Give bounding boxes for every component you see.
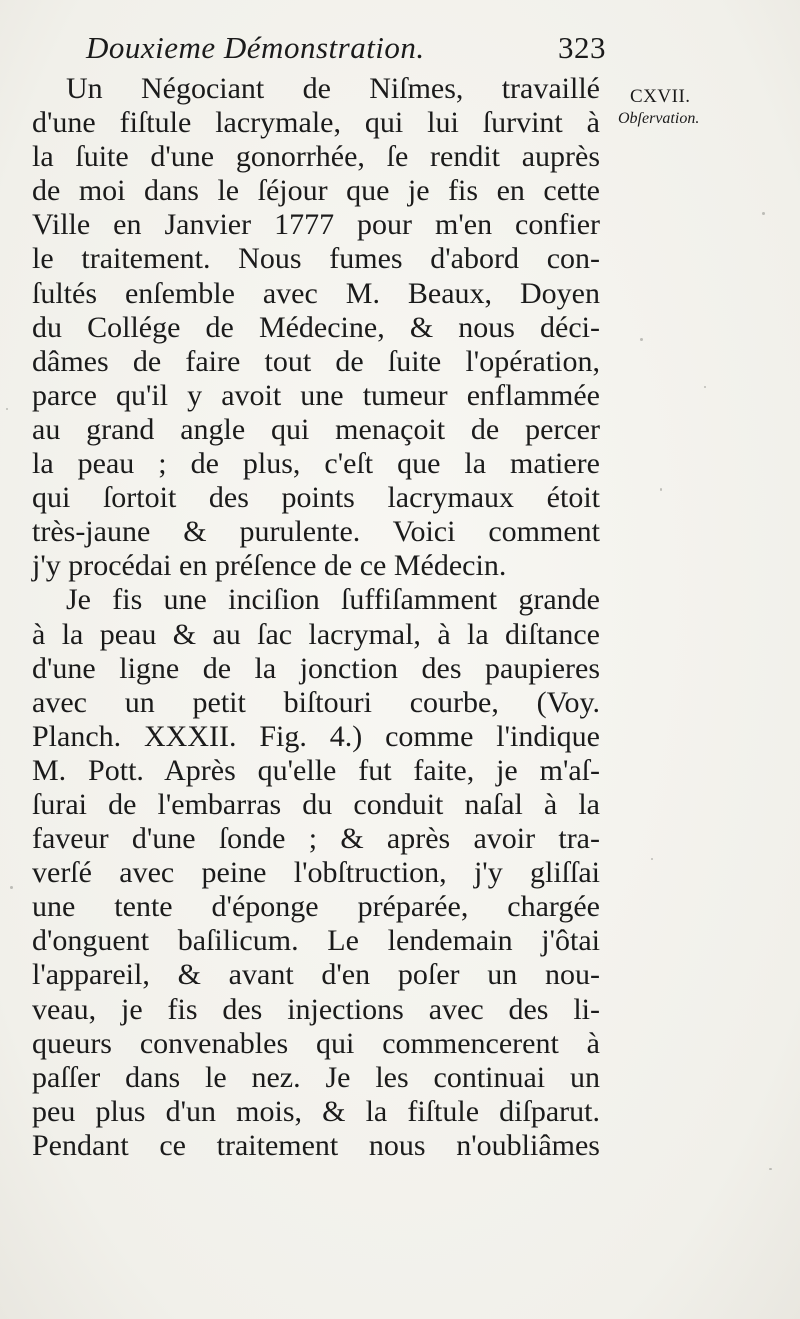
body-text <box>32 72 600 1163</box>
text-line: paſſer dans le nez. Je les continuai un <box>32 1060 600 1094</box>
paper-speck <box>6 408 8 410</box>
paper-speck <box>651 858 653 860</box>
paper-speck <box>769 1168 772 1170</box>
text-line: faveur d'une ſonde ; & après avoir tra- <box>32 822 600 856</box>
text-line: Planch. XXXII. Fig. 4.) comme l'indique <box>32 719 600 753</box>
paper-speck <box>704 386 706 388</box>
running-title: Douxieme Démonstration. <box>86 30 425 65</box>
text-line: très-jaune & purulente. Voici comment <box>32 515 600 549</box>
text-line: queurs convenables qui commencerent à <box>32 1026 600 1060</box>
text-line: peu plus d'un mois, & la fiſtule diſparut. <box>32 1094 600 1128</box>
text-line: ſultés enſemble avec M. Beaux, Doyen <box>32 276 600 310</box>
text-line: d'une ligne de la jonction des paupieres <box>32 651 600 685</box>
text-line: Un Négociant de Niſmes, travaillé <box>66 72 600 105</box>
text-line: d'onguent baſilicum. Le lendemain j'ôtai <box>32 924 600 958</box>
text-line: au grand angle qui menaçoit de percer <box>32 412 600 446</box>
margin-note <box>618 86 778 128</box>
running-header <box>86 30 606 74</box>
text-line: Ville en Janvier 1777 pour m'en confier <box>32 208 600 242</box>
text-line: Pendant ce traitement nous n'oubliâmes <box>32 1128 600 1162</box>
text-line: une tente d'éponge préparée, chargée <box>32 890 600 924</box>
text-line: qui ſortoit des points lacrymaux étoit <box>32 481 600 515</box>
text-line: j'y procédai en préſence de ce Médecin. <box>32 549 507 583</box>
text-line: Je fis une inciſion ſuffiſamment grande <box>66 583 600 617</box>
text-line: M. Pott. Après qu'elle fut faite, je m'aſ- <box>32 753 600 787</box>
text-line: la ſuite d'une gonorrhée, ſe rendit auprès <box>32 140 600 174</box>
text-line: verſé avec peine l'obſtruction, j'y gliſſai <box>32 856 600 890</box>
text-line: l'appareil, & avant d'en poſer un nou- <box>32 958 600 992</box>
text-line: de moi dans le ſéjour que je fis en cette <box>32 174 600 208</box>
text-line: d'une fiſtule lacrymale, qui lui ſurvint à <box>32 106 600 140</box>
paper-speck <box>762 212 765 215</box>
text-line: la peau ; de plus, c'eſt que la matiere <box>32 447 600 481</box>
text-line: dâmes de faire tout de ſuite l'opération, <box>32 344 600 378</box>
text-line: le traitement. Nous fumes d'abord con- <box>32 242 600 276</box>
paper-speck <box>660 488 662 491</box>
paper-speck <box>10 886 13 889</box>
text-line: à la peau & au ſac lacrymal, à la diſtance <box>32 617 600 651</box>
page-number: 323 <box>558 30 606 65</box>
paper-speck <box>640 338 643 341</box>
text-line: avec un petit biſtouri courbe, (Voy. <box>32 685 600 719</box>
text-line: ſurai de l'embarras du conduit naſal à la <box>32 787 600 821</box>
text-line: parce qu'il y avoit une tumeur enflammée <box>32 378 600 412</box>
text-line: du Collége de Médecine, & nous déci- <box>32 310 600 344</box>
observation-number: CXVII. <box>630 86 691 107</box>
observation-label: Obſervation. <box>618 110 700 127</box>
text-line: veau, je fis des injections avec des li- <box>32 992 600 1026</box>
